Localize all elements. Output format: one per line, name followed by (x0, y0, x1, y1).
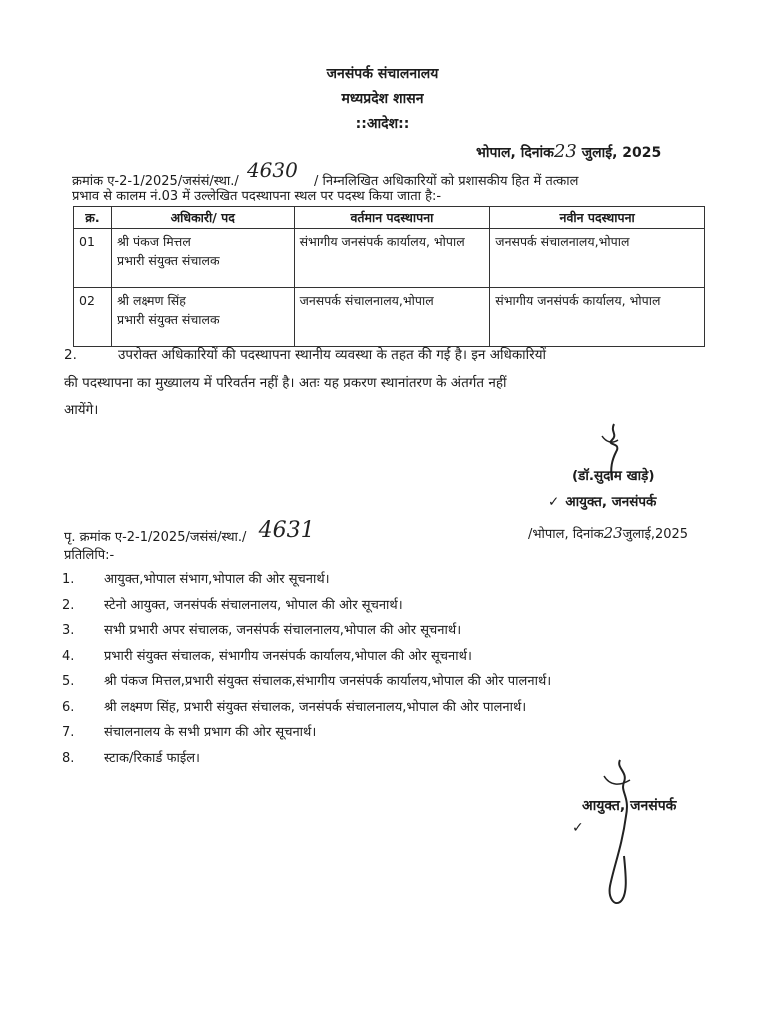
order-ref-text: / निम्नलिखित अधिकारियों को प्रशासकीय हित में तत्काल (313, 174, 579, 189)
list-item (62, 644, 722, 670)
office-title: जनसंपर्क संचालनालय (326, 66, 439, 82)
officer-designation: प्रभारी संयुक्त संचालक (116, 312, 220, 327)
row-sno: 02 (74, 288, 112, 347)
row-officer (111, 288, 294, 347)
row-current-posting: संभागीय जनसंपर्क कार्यालय, भोपाल (294, 229, 490, 288)
list-item (62, 720, 722, 746)
copy-text: स्टेनो आयुक्त, जनसंपर्क संचालनालय, भोपाल की ओर सूचनार्थ। (104, 597, 403, 613)
table-row (74, 229, 705, 288)
order-date (476, 141, 661, 162)
col-header-officer: अधिकारी/ पद (111, 207, 294, 229)
endorsement-prefix: पृ. क्रमांक ए-2-1/2025/जसंसं/स्था./ (64, 530, 247, 545)
copy-number: 7. (62, 725, 75, 740)
row-current-posting: जनसपर्क संचालनालय,भोपाल (294, 288, 490, 347)
table-header-row (74, 207, 705, 229)
government-title: मध्यप्रदेश शासन (341, 91, 424, 107)
signatory-designation-text: आयुक्त, जनसंपर्क (565, 494, 657, 510)
copy-number: 4. (62, 648, 75, 664)
handwritten-order-number: 4630 (246, 158, 298, 182)
paragraph-number: 2. (64, 347, 77, 363)
order-title: ::आदेश:: (355, 116, 410, 132)
copy-heading: प्रतिलिपि:- (64, 548, 115, 563)
handwritten-date-day: 23 (553, 141, 577, 162)
row-new-posting: जनसपर्क संचालनालय,भोपाल (490, 229, 705, 288)
paragraph-2-line1 (64, 343, 546, 367)
signatory-name: (डॉ.सुदाम खाड़े) (572, 468, 655, 484)
list-item (62, 567, 722, 593)
copy-text: श्री लक्ष्मण सिंह, प्रभारी संयुक्त संचालक, जनसंपर्क संचालनालय,भोपाल की ओर पालनार्थ। (104, 699, 527, 715)
copy-number: 6. (62, 699, 75, 715)
row-sno: 01 (74, 229, 112, 288)
list-item (62, 618, 722, 644)
date-month-year: जुलाई, 2025 (581, 145, 662, 161)
signatory2-designation: आयुक्त, जनसंपर्क (582, 798, 677, 814)
copy-number: 1. (62, 572, 75, 587)
col-header-new-posting: नवीन पदस्थापना (490, 207, 705, 229)
handwritten-endorsement-number: 4631 (258, 518, 315, 543)
copy-text: श्री पंकज मित्तल,प्रभारी संयुक्त संचालक,संभागीय जनसंपर्क कार्यालय,भोपाल की ओर पालनार्थ। (104, 674, 552, 689)
officer-designation: प्रभारी संयुक्त संचालक (116, 253, 220, 268)
copy-text: सभी प्रभारी अपर संचालक, जनसंपर्क संचालनालय,भोपाल की ओर सूचनार्थ। (104, 623, 462, 638)
order-ref-line2: प्रभाव से कालम नं.03 में उल्लेखित पदस्थापना स्थल पर पदस्थ किया जाता है:- (72, 189, 442, 204)
col-header-sno: क्र. (74, 207, 112, 229)
paragraph-2-text1: उपरोक्त अधिकारियों की पदस्थापना स्थानीय व्यवस्था के तहत की गई है। इन अधिकारियों (118, 347, 547, 363)
order-ref-prefix: क्रमांक ए-2-1/2025/जसंसं/स्था./ (72, 174, 239, 189)
endorsement-reference (64, 518, 315, 547)
row-officer (111, 229, 294, 288)
copy-number: 3. (62, 623, 75, 638)
list-item (62, 669, 722, 695)
handwritten-endorsement-day: 23 (603, 524, 623, 542)
list-item (62, 593, 722, 619)
paragraph-2-line3: आयेंगे। (64, 402, 99, 418)
paragraph-2-line2: की पदस्थापना का मुख्यालय में परिवर्तन नहीं है। अतः यह प्रकरण स्थानांतरण के अंतर्गत नहीं (64, 375, 507, 391)
initial-mark: ✓ (548, 494, 560, 510)
signatory-designation (548, 492, 656, 510)
endorsement-place-date: /भोपाल, दिनांक (528, 527, 604, 542)
copy-text: प्रभारी संयुक्त संचालक, संभागीय जनसंपर्क कार्यालय,भोपाल की ओर सूचनार्थ। (104, 648, 472, 664)
copy-number: 8. (62, 750, 75, 766)
copy-text: आयुक्त,भोपाल संभाग,भोपाल की ओर सूचनार्थ। (104, 572, 330, 587)
officer-name: श्री पंकज मित्तल (116, 234, 191, 249)
row-new-posting: संभागीय जनसंपर्क कार्यालय, भोपाल (490, 288, 705, 347)
copy-text: स्टाक/रिकार्ड फाईल। (104, 750, 200, 766)
copy-text: संचालनालय के सभी प्रभाग की ओर सूचनार्थ। (104, 725, 317, 740)
copy-number: 2. (62, 597, 75, 613)
list-item (62, 695, 722, 721)
signature-stroke (590, 756, 660, 916)
copy-list (62, 567, 722, 771)
copy-number: 5. (62, 674, 75, 689)
endorsement-date (528, 524, 688, 542)
initial-mark-2: ✓ (572, 820, 584, 836)
posting-table (73, 206, 705, 347)
endorsement-month-year: जुलाई,2025 (622, 527, 689, 542)
table-row (74, 288, 705, 347)
date-prefix: भोपाल, दिनांक (476, 145, 554, 161)
officer-name: श्री लक्ष्मण सिंह (116, 293, 186, 308)
col-header-current-posting: वर्तमान पदस्थापना (294, 207, 490, 229)
